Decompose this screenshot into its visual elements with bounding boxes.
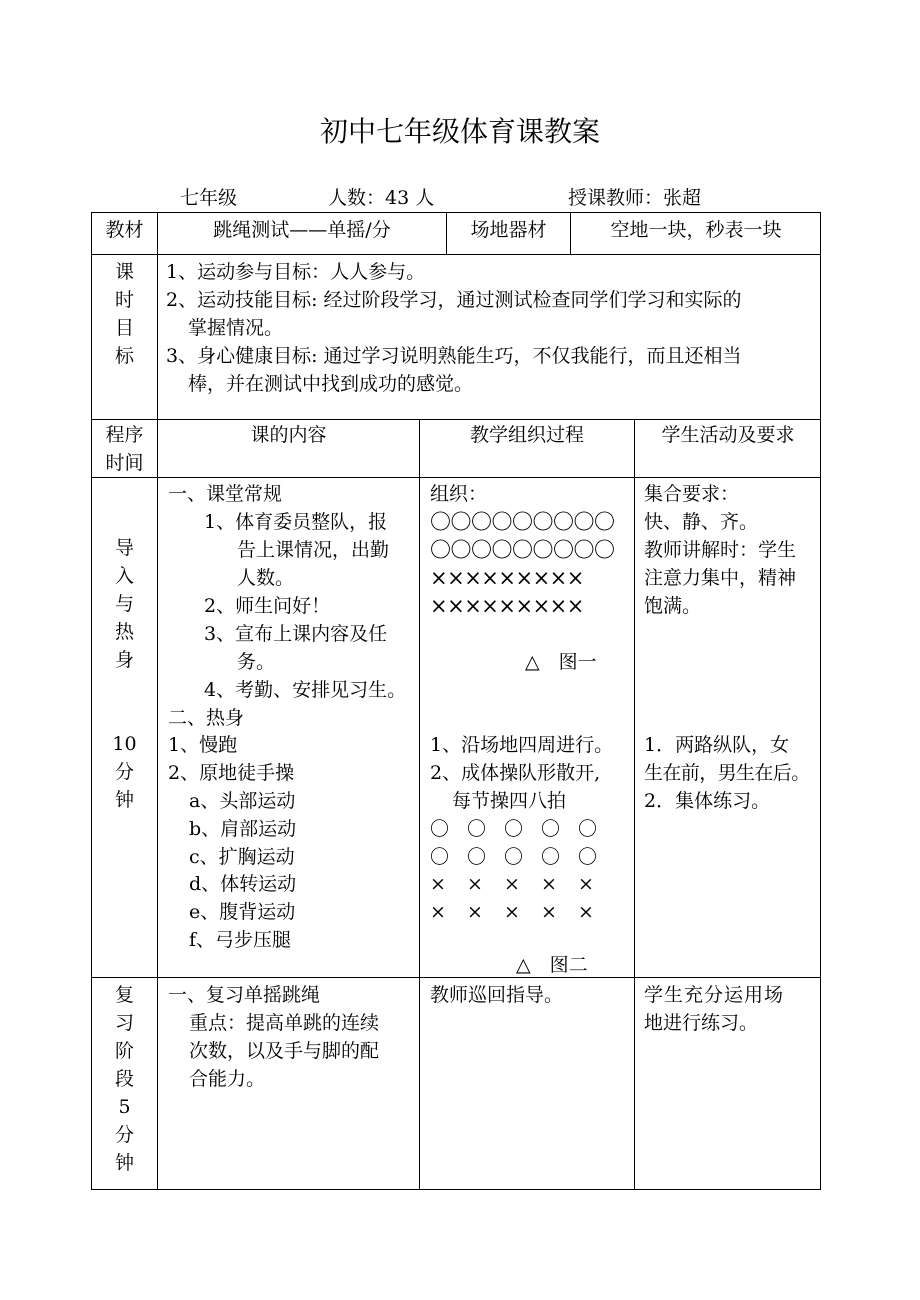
content-item: 2、原地徒手操 bbox=[168, 762, 295, 784]
formation-row: 〇〇〇〇〇〇〇〇〇 bbox=[430, 538, 615, 562]
formation-row: 〇〇〇〇〇〇〇〇〇 bbox=[430, 510, 615, 534]
equipment-value: 空地一块，秒表一块 bbox=[610, 219, 782, 241]
student-note: 2．集体练习。 bbox=[644, 790, 771, 812]
exercise-item: e、腹背运动 bbox=[189, 901, 296, 923]
warmup-label: 导 入 与 热 身 bbox=[114, 537, 134, 671]
content-item: 告上课情况，出勤 bbox=[237, 539, 390, 561]
col-divider bbox=[419, 419, 420, 1190]
grade-label: 七年级 bbox=[180, 187, 238, 209]
header-procedure: 程序 时间 bbox=[105, 424, 144, 474]
col-divider bbox=[157, 212, 158, 1190]
content-item: 1、体育委员整队，报 bbox=[204, 511, 388, 533]
org-note: 2、成体操队形散开, bbox=[430, 762, 601, 784]
content-item: 3、宣布上课内容及任 bbox=[204, 623, 388, 645]
goal-2-cont: 掌握情况。 bbox=[188, 317, 284, 339]
goal-3-cont: 棒，并在测试中找到成功的感觉。 bbox=[188, 373, 474, 395]
exercise-item: c、扩胸运动 bbox=[189, 846, 295, 868]
row-divider bbox=[91, 419, 821, 420]
figure-2-caption: △ 图二 bbox=[516, 954, 588, 976]
content-heading-2: 二、热身 bbox=[168, 707, 245, 729]
warmup-time: 10 分 钟 bbox=[112, 733, 137, 811]
content-item: 务。 bbox=[237, 651, 276, 673]
goal-3: 3、身心健康目标: 通过学习说明熟能生巧，不仅我能行，而且还相当 bbox=[166, 345, 742, 367]
student-note: 生在前，男生在后。 bbox=[644, 762, 810, 784]
material-label: 教材 bbox=[105, 219, 144, 241]
student-count: 人数：43 人 bbox=[328, 187, 435, 209]
row-divider bbox=[91, 254, 821, 255]
page-title: 初中七年级体育课教案 bbox=[319, 115, 600, 148]
goals-label: 课 时 目 标 bbox=[114, 261, 134, 367]
header-content: 课的内容 bbox=[250, 424, 327, 446]
exercise-item: b、肩部运动 bbox=[189, 818, 297, 840]
formation-spread-row: × × × × × bbox=[430, 873, 594, 895]
figure-1-caption: △ 图一 bbox=[525, 651, 597, 673]
exercise-item: f、弓步压腿 bbox=[189, 929, 292, 951]
exercise-item: d、体转运动 bbox=[189, 873, 297, 895]
formation-row: ××××××××× bbox=[430, 566, 584, 590]
org-note: 每节操四八拍 bbox=[452, 790, 567, 812]
review-content: 重点：提高单跳的连续 bbox=[189, 1012, 380, 1034]
review-content: 合能力。 bbox=[189, 1068, 266, 1090]
col-divider bbox=[634, 419, 635, 1190]
review-student: 地进行练习。 bbox=[644, 1012, 759, 1034]
formation-spread-row: 〇 〇 〇 〇 〇 bbox=[430, 846, 598, 868]
content-item: 4、考勤、安排见习生。 bbox=[204, 679, 407, 701]
formation-row: ××××××××× bbox=[430, 594, 584, 618]
formation-spread-row: 〇 〇 〇 〇 〇 bbox=[430, 818, 598, 840]
content-item: 2、师生问好！ bbox=[204, 595, 331, 617]
equipment-label: 场地器材 bbox=[470, 219, 547, 241]
content-heading-1: 一、课堂常规 bbox=[168, 483, 283, 505]
review-student: 学生充分运用场 bbox=[644, 984, 785, 1006]
formation-spread-row: × × × × × bbox=[430, 901, 594, 923]
content-item: 人数。 bbox=[237, 567, 295, 589]
student-req: 快、静、齐。 bbox=[644, 511, 759, 533]
student-req: 注意力集中，精神 bbox=[644, 567, 797, 589]
review-organization: 教师巡回指导。 bbox=[430, 984, 564, 1006]
material-topic: 跳绳测试——单摇/分 bbox=[213, 219, 391, 241]
student-req: 饱满。 bbox=[644, 595, 702, 617]
header-organization: 教学组织过程 bbox=[469, 424, 584, 446]
org-note: 1、沿场地四周进行。 bbox=[430, 734, 614, 756]
student-heading: 集合要求： bbox=[644, 483, 740, 505]
row-divider bbox=[91, 977, 821, 978]
review-content: 次数，以及手与脚的配 bbox=[189, 1040, 380, 1062]
goal-1: 1、运动参与目标：人人参与。 bbox=[166, 261, 426, 283]
org-heading: 组织： bbox=[430, 483, 488, 505]
row-divider bbox=[91, 477, 821, 478]
goal-2: 2、运动技能目标: 经过阶段学习，通过测试检查同学们学习和实际的 bbox=[166, 289, 742, 311]
exercise-item: a、头部运动 bbox=[189, 790, 296, 812]
review-label: 复 习 阶 段 5 分 钟 bbox=[114, 984, 134, 1174]
teacher-name: 授课教师：张超 bbox=[568, 187, 702, 209]
student-note: 1．两路纵队，女 bbox=[644, 734, 790, 756]
header-student: 学生活动及要求 bbox=[661, 424, 795, 446]
content-item: 1、慢跑 bbox=[168, 734, 238, 756]
review-content: 一、复习单摇跳绳 bbox=[168, 984, 321, 1006]
student-req: 教师讲解时：学生 bbox=[644, 539, 797, 561]
